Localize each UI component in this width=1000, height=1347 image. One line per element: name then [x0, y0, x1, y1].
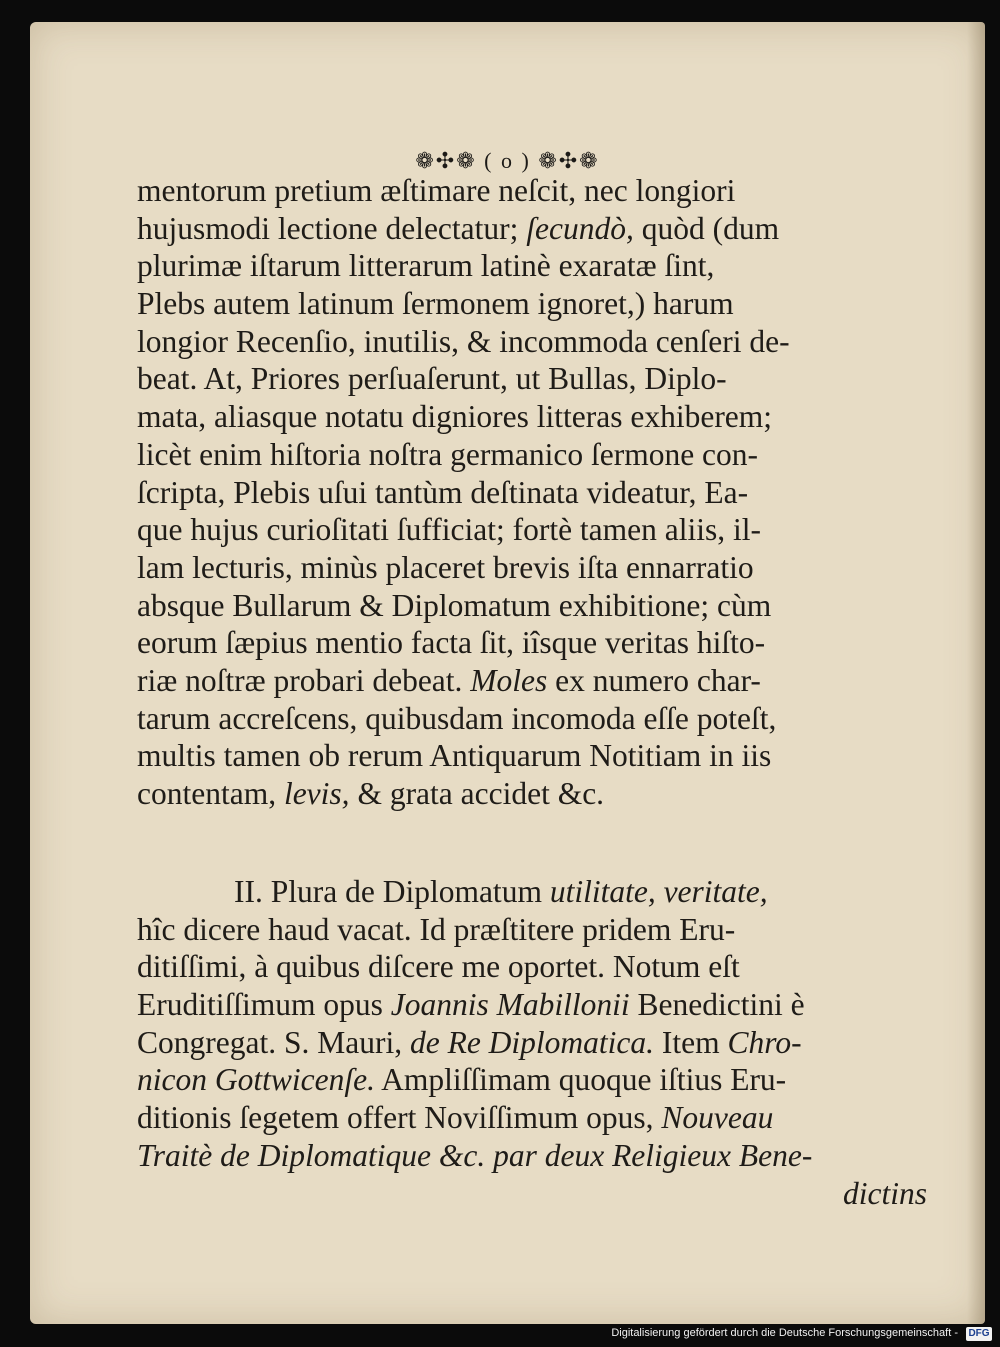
text-line: multis tamen ob rerum Antiquarum Notitiam in iis [137, 738, 772, 774]
italic-text: nicon Gottwicenſe. [137, 1062, 375, 1098]
text-line: mentorum pretium æſtimare neſcit, nec longiori [137, 173, 736, 208]
text-line: que hujus curioſitati ſufficiat; fortè tamen aliis, il- [137, 512, 762, 548]
catchword: dictins [843, 1175, 927, 1211]
text-line: hîc dicere haud vacat. Id præſtitere pridem Eru- [137, 911, 736, 947]
text-line: tarum accreſcens, quibusdam incomoda eſſe poteſt, [137, 700, 777, 736]
italic-text: ſecundò, [526, 210, 634, 246]
paragraph-1 [137, 172, 927, 813]
text-line: beat. At, Priores perſuaſerunt, ut Bullas, Diplo- [137, 361, 727, 397]
text-line: Plebs autem latinum ſermonem ignoret,) harum [137, 286, 734, 322]
italic-text: Moles [470, 662, 548, 698]
text-line: ſcripta, Plebis uſui tantùm deſtinata videatur, Ea- [137, 474, 749, 510]
text-line: absque Bullarum & Diplomatum exhibitione; cùm [137, 587, 772, 623]
italic-text: utilitate, veritate, [549, 874, 768, 909]
text-line: licèt enim hiſtoria noſtra germanico ſermone con- [137, 436, 759, 472]
text-line: hujusmodi lectione delectatur; ſecundò, quòd (dum [137, 210, 780, 246]
dfg-logo: DFG [966, 1327, 992, 1341]
italic-text: Chro- [727, 1024, 802, 1060]
text-line: mata, aliasque notatu digniores litteras exhiberem; [137, 399, 773, 435]
paragraph-2 [137, 873, 927, 1212]
italic-text: levis, [283, 776, 350, 811]
italic-text: Traitè de Diplomatique &c. par deux Religieux Bene- [137, 1137, 813, 1173]
text-line [137, 1137, 927, 1175]
text-line: Eruditiſſimum opus Joannis Mabillonii Benedictini è [137, 987, 805, 1023]
text-line: Congregat. S. Mauri, de Re Diplomatica. Item Chro- [137, 1024, 802, 1060]
text-line: II. Plura de Diplomatum utilitate, veritate, [234, 874, 768, 909]
italic-text: Nouveau [661, 1100, 774, 1136]
text-line: riæ noſtræ probari debeat. Moles ex numero char- [137, 662, 761, 698]
digitization-credit: Digitalisierung gefördert durch die Deutsche Forschungsgemeinschaft - [611, 1327, 958, 1339]
text-line: eorum ſæpius mentio facta ſit, iîsque veritas hiſto- [137, 625, 766, 661]
text-line: plurimæ iſtarum litterarum latinè exaratæ ſint, [137, 248, 715, 284]
text-line: contentam, levis, & grata accidet &c. [137, 776, 605, 811]
text-line: lam lecturis, minùs placeret brevis iſta ennarratio [137, 549, 754, 585]
italic-text: de Re Diplomatica. [409, 1024, 655, 1060]
text-line: ditionis ſegetem offert Noviſſimum opus, Nouveau [137, 1100, 774, 1136]
text-line: longior Recenſio, inutilis, & incommoda cenſeri de- [137, 323, 790, 359]
text-line: ditiſſimi, à quibus diſcere me oportet. Notum eſt [137, 949, 740, 985]
italic-text: Joannis Mabillonii [390, 987, 630, 1023]
book-page [30, 22, 985, 1324]
text-line: nicon Gottwicenſe. Ampliſſimam quoque iſtius Eru- [137, 1062, 787, 1098]
running-head: ❁✣❁ ( o ) ❁✣❁ [415, 148, 600, 173]
